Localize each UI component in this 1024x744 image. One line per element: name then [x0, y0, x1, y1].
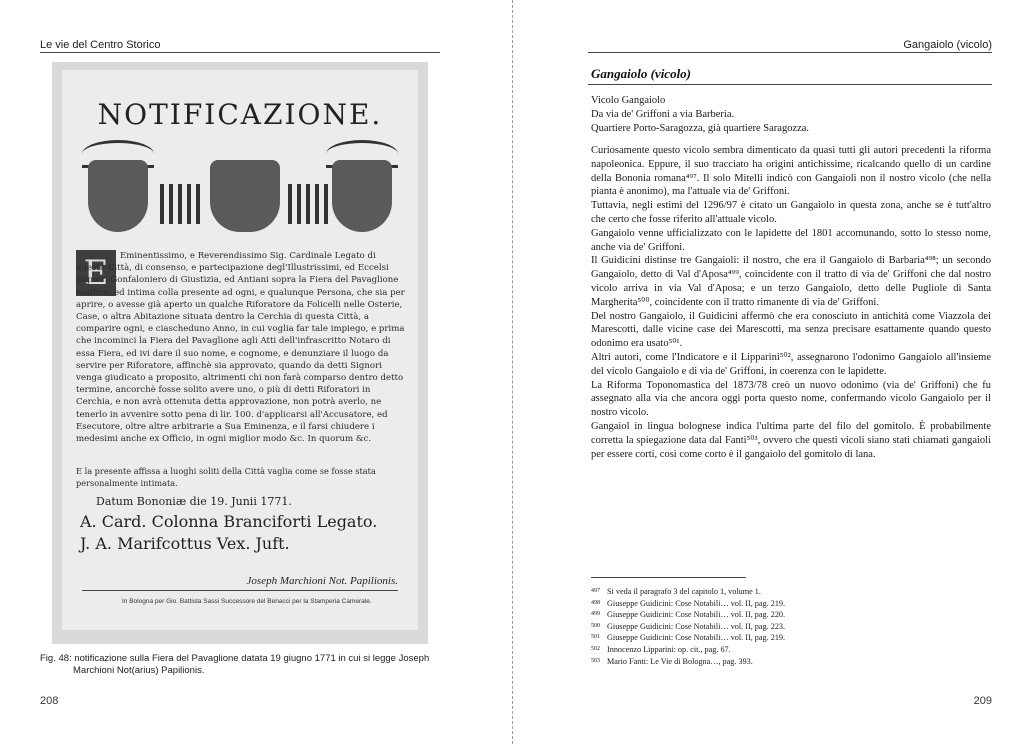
footnote-rule [591, 577, 746, 578]
title-rule [588, 84, 992, 85]
caption-line-2: Marchioni Not(arius) Papilionis. [73, 665, 205, 676]
address-line: Quartiere Porto-Saragozza, già quartiere Saragozza. [591, 123, 810, 134]
notice-rule [82, 590, 398, 591]
footnote-item [591, 621, 785, 633]
footnote-item [591, 586, 785, 598]
paragraph: Gangaiol in lingua bolognese indica l'ultima parte del filo del gomitolo. È probabilmente corretta la spiegazione data dal Fanti⁵⁰³, ovvero che questi vicoli siano stati chiamati gangaioli per essere corti, così come corto è il gangaiolo del gomitolo di lana. [591, 420, 991, 460]
tassel-icon [160, 184, 200, 224]
notice-paper [62, 70, 418, 630]
footnote-text: Mario Fanti: Le Vie di Bologna…, pag. 393. [607, 656, 753, 666]
notice-signer-vexillifer: J. A. Marifcottus Vex. Juft. [80, 534, 290, 553]
right-page [513, 0, 1024, 744]
page-number-right: 209 [973, 695, 992, 707]
footnotes [591, 586, 785, 667]
body-text [591, 144, 991, 461]
footnote-item [591, 632, 785, 644]
page-number-left: 208 [40, 695, 59, 707]
notice-closing: E la presente affissa a luoghi soliti della Città vaglia come se fosse stata personalmente intimata. [76, 466, 376, 489]
paragraph: Il Guidicini distinse tre Gangaioli: il nostro, che era il Gangaiolo di Barbaria⁴⁹⁸; un secondo Gangaiolo, detto di Val d'Aposa⁴⁹⁹, coincidente con il tratto di via de' Griffoni che dal nostro vicolo arriva in via Val d'Aposa; e un terzo Gangaiolo, detto delle Pugliole di Santa Margherita⁵⁰⁰, coincidente con il tratto rimanente di via de' Griffoni. [591, 255, 991, 308]
notice-signer-legate: A. Card. Colonna Branciforti Legato. [80, 512, 378, 531]
address-line: Vicolo Gangaiolo [591, 95, 666, 106]
notice-body: Eminentissimo, e Reverendissimo Sig. Cardinale Legato di questa Città, di consenso, e partecipazione degl'Illustrissimi, ed Eccelsi Signori Gonfaloniero di Giustizia, ed Antiani sopra la Fiera del Pavaglione notifica, ed intima colla presente ad ogni, e qualunque Persona, che sia per aprire, o avesse già aperto un qualche Riforatore da Folicelli nelle Osterie, Case, o altra Abitazione situata dentro la Cerchia di questa Città, a comparire ogni, e ciascheduno Anno, in cui voglia far tale impiego, e prima che incominci la Fiera del Pavaglione agli Atti dell'infrascritto Notaro di essa Fiera, ed ivi dare il suo nome, e cognome, e denunziare il luogo da servire per Riforatore, affinchè sia approvato, quando da detti Signori venga giudicato a proposito, altrimenti chi non farà comparso dentro detto termine, ancorchè fosse solito avere uno, o più di detti Riforatori in Cerchia, e non avrà ottenuta detta approvazione, non potrà averlo, ne tenerlo in avvenire sotto pena di lir. 100. d'applicarsi all'Accusatore, ed Esecutore, oltre altre arbitrarie a Sua Eminenza, e il farsi chiudere i medesimi anche ex Officio, in ogni miglior modo &c. In quorum &c. [76, 251, 405, 445]
figure-caption [40, 653, 440, 677]
running-head-left: Le vie del Centro Storico [40, 39, 161, 51]
footnote-text: Giuseppe Guidicini: Cose Notabili… vol. II, pag. 223. [607, 621, 786, 631]
footnote-number: 500 [591, 622, 600, 629]
notice-date: Datum Bononiæ die 19. Junii 1771. [96, 495, 292, 508]
address-line: Da via de' Griffoni a via Barberia. [591, 109, 735, 120]
notice-imprint: In Bologna per Gio. Battista Sassi Successore del Benacci per la Stamperia Camerale. [122, 598, 372, 605]
header-rule-left [40, 52, 440, 53]
notice-initial: E [76, 250, 116, 296]
tassel-icon [288, 184, 328, 224]
paragraph: Tuttavia, negli estimi del 1296/97 è citato un Gangaiolo in questa zona, anche se è tutt'altro che certo che fosse riferito all'attuale vicolo. [591, 200, 991, 225]
footnote-number: 502 [591, 645, 600, 652]
footnote-text: Si veda il paragrafo 3 del capitolo 1, volume 1. [607, 587, 761, 596]
caption-line-1: Fig. 48: notificazione sulla Fiera del Pavaglione datata 19 giugno 1771 in cui si legge Joseph [40, 653, 430, 664]
paragraph: La Riforma Toponomastica del 1873/78 creò un nuovo odonimo (via de' Griffoni) che fu assegnato alla via che ancora oggi porta questo nome, confermando vicolo Gangaiolo per il nostro vicolo. [591, 379, 991, 419]
header-rule-right [588, 52, 992, 53]
footnote-item [591, 598, 785, 610]
footnote-item [591, 609, 785, 621]
section-title: Gangaiolo (vicolo) [591, 66, 692, 81]
coat-of-arms-icon [88, 160, 148, 232]
running-head-right: Gangaiolo (vicolo) [903, 39, 992, 51]
coat-of-arms-row [72, 140, 408, 240]
footnote-number: 497 [591, 588, 600, 594]
paragraph: Del nostro Gangaiolo, il Guidicini affermò che era conosciuto in antichità come Viazzola dei Marescotti, dalle vicine case dei Marescotti, ma senza precisare esattamente quando questo odonimo era usato⁵⁰¹. [591, 310, 991, 350]
paragraph: Curiosamente questo vicolo sembra dimenticato da quasi tutti gli autori precedenti la riforma napoleonica. Eppure, il suo tracciato ha origini antichissime, ricalcando quello di un cardine della Bononia romana⁴⁹⁷. Il solo Mitelli indicò con Gangaioli non il nostro vicolo (che nella pianta è anonimo), ma l'attuale via de' Griffoni. [591, 145, 991, 198]
street-address-block [591, 94, 809, 136]
footnote-number: 503 [591, 657, 600, 664]
footnote-text: Giuseppe Guidicini: Cose Notabili… vol. II, pag. 219. [607, 598, 786, 608]
paragraph: Gangaiolo venne ufficializzato con le lapidette del 1801 accomunando, sotto lo stesso nome, anche via de' Griffoni. [591, 227, 991, 253]
notice-scan-image [52, 62, 428, 644]
footnote-item [591, 644, 785, 656]
footnote-text: Giuseppe Guidicini: Cose Notabili… vol. II, pag. 219. [607, 633, 786, 643]
footnote-number: 501 [591, 634, 600, 641]
coat-of-arms-icon [332, 160, 392, 232]
paragraph: Altri autori, come l'Indicatore e il Lipparini⁵⁰², assegnarono l'odonimo Gangaiolo all'insieme del vicolo Gangaiolo e di via de' Griffoni, in coerenza con le lapidette. [591, 351, 991, 377]
footnote-text: Giuseppe Guidicini: Cose Notabili… vol. II, pag. 220. [607, 610, 786, 620]
notice-notary-signature: Joseph Marchioni Not. Papilionis. [246, 575, 398, 587]
footnote-item [591, 656, 785, 668]
footnote-number: 498 [591, 599, 600, 606]
footnote-text: Innocenzo Lipparini: op. cit., pag. 67. [607, 644, 731, 654]
notice-title: NOTIFICAZIONE. [97, 98, 383, 131]
coat-of-arms-icon [210, 160, 280, 232]
footnote-number: 499 [591, 611, 600, 618]
